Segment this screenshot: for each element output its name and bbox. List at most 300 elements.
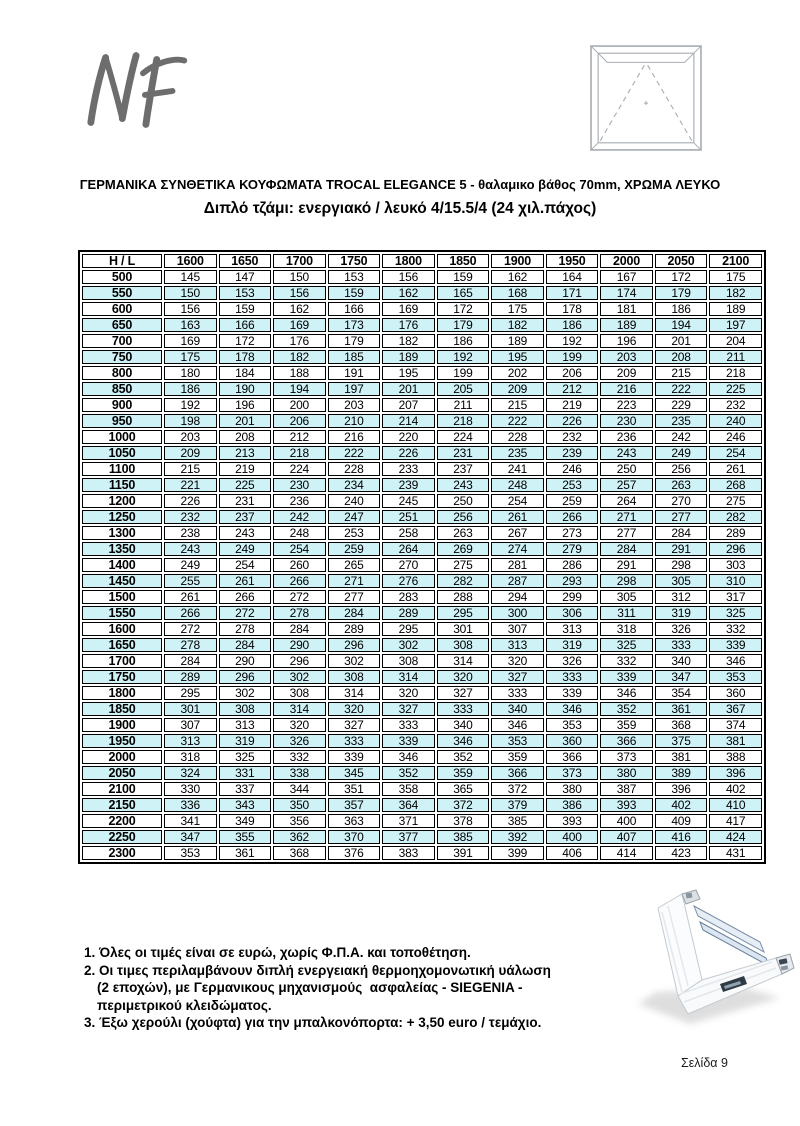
- price-cell: 277: [655, 510, 708, 524]
- price-cell: 181: [600, 302, 653, 316]
- price-cell: 175: [164, 350, 217, 364]
- price-cell: 211: [709, 350, 762, 364]
- price-cell: 198: [164, 414, 217, 428]
- table-row: [82, 398, 762, 412]
- table-row: [82, 430, 762, 444]
- price-cell: 313: [546, 622, 599, 636]
- price-cell: 266: [273, 574, 326, 588]
- table-row: [82, 798, 762, 812]
- price-cell: 172: [219, 334, 272, 348]
- price-cell: 359: [437, 766, 490, 780]
- price-cell: 381: [655, 750, 708, 764]
- note-line: 3. Έξω χερούλι (χούφτα) για την μπαλκονόπορτα: + 3,50 euro / τεμάχιο.: [84, 1015, 542, 1030]
- price-cell: 340: [655, 654, 708, 668]
- table-row: [82, 286, 762, 300]
- price-cell: 261: [491, 510, 544, 524]
- price-cell: 320: [437, 670, 490, 684]
- price-cell: 364: [382, 798, 435, 812]
- row-header: 1550: [82, 606, 162, 620]
- price-cell: 313: [491, 638, 544, 652]
- price-cell: 347: [164, 830, 217, 844]
- price-cell: 164: [546, 270, 599, 284]
- price-cell: 237: [219, 510, 272, 524]
- row-header: 550: [82, 286, 162, 300]
- price-cell: 400: [600, 814, 653, 828]
- price-cell: 266: [164, 606, 217, 620]
- table-row: [82, 830, 762, 844]
- table-row: [82, 510, 762, 524]
- price-cell: 324: [164, 766, 217, 780]
- column-header: 1850: [437, 254, 490, 268]
- price-cell: 317: [709, 590, 762, 604]
- price-cell: 314: [382, 670, 435, 684]
- price-cell: 392: [491, 830, 544, 844]
- price-cell: 396: [709, 766, 762, 780]
- price-cell: 318: [600, 622, 653, 636]
- price-cell: 256: [437, 510, 490, 524]
- price-cell: 296: [328, 638, 381, 652]
- price-cell: 226: [546, 414, 599, 428]
- price-cell: 220: [382, 430, 435, 444]
- price-cell: 284: [328, 606, 381, 620]
- price-cell: 301: [437, 622, 490, 636]
- table-header-row: [82, 254, 762, 268]
- price-cell: 409: [655, 814, 708, 828]
- price-cell: 263: [437, 526, 490, 540]
- price-cell: 243: [600, 446, 653, 460]
- price-cell: 212: [273, 430, 326, 444]
- row-header: 1700: [82, 654, 162, 668]
- price-cell: 203: [164, 430, 217, 444]
- price-cell: 166: [328, 302, 381, 316]
- price-cell: 232: [546, 430, 599, 444]
- price-cell: 236: [273, 494, 326, 508]
- price-cell: 267: [491, 526, 544, 540]
- column-header: 1600: [164, 254, 217, 268]
- price-cell: 353: [491, 734, 544, 748]
- price-cell: 226: [382, 446, 435, 460]
- price-cell: 291: [600, 558, 653, 572]
- column-header: 1950: [546, 254, 599, 268]
- price-cell: 204: [709, 334, 762, 348]
- price-cell: 303: [709, 558, 762, 572]
- price-cell: 277: [600, 526, 653, 540]
- price-cell: 224: [273, 462, 326, 476]
- price-cell: 254: [219, 558, 272, 572]
- price-cell: 206: [546, 366, 599, 380]
- price-cell: 318: [164, 750, 217, 764]
- price-cell: 349: [219, 814, 272, 828]
- price-cell: 186: [546, 318, 599, 332]
- price-cell: 363: [328, 814, 381, 828]
- price-cell: 203: [600, 350, 653, 364]
- price-cell: 333: [491, 686, 544, 700]
- price-cell: 156: [273, 286, 326, 300]
- price-cell: 380: [600, 766, 653, 780]
- row-header: 950: [82, 414, 162, 428]
- price-cell: 172: [655, 270, 708, 284]
- price-cell: 189: [491, 334, 544, 348]
- price-cell: 276: [382, 574, 435, 588]
- price-cell: 165: [437, 286, 490, 300]
- price-cell: 284: [273, 622, 326, 636]
- price-cell: 366: [491, 766, 544, 780]
- page-title: ΓΕΡΜΑΝΙΚΑ ΣΥΝΘΕΤΙΚΑ ΚΟΥΦΩΜΑΤΑ TROCAL ELEGANCE 5 - θαλαμικο βάθος 70mm, ΧΡΩΜΑ ΛΕΥΚΟ: [79, 177, 721, 192]
- price-cell: 201: [219, 414, 272, 428]
- price-cell: 345: [328, 766, 381, 780]
- price-cell: 197: [709, 318, 762, 332]
- price-cell: 250: [600, 462, 653, 476]
- price-cell: 327: [382, 702, 435, 716]
- price-cell: 145: [164, 270, 217, 284]
- price-cell: 214: [382, 414, 435, 428]
- price-cell: 296: [273, 654, 326, 668]
- table-row: [82, 686, 762, 700]
- price-cell: 367: [709, 702, 762, 716]
- price-cell: 333: [437, 702, 490, 716]
- price-cell: 279: [546, 542, 599, 556]
- row-header: 750: [82, 350, 162, 364]
- price-cell: 290: [273, 638, 326, 652]
- price-cell: 264: [382, 542, 435, 556]
- price-cell: 387: [600, 782, 653, 796]
- price-cell: 180: [164, 366, 217, 380]
- price-cell: 249: [655, 446, 708, 460]
- row-header: 1400: [82, 558, 162, 572]
- price-cell: 300: [491, 606, 544, 620]
- price-cell: 186: [655, 302, 708, 316]
- price-cell: 219: [546, 398, 599, 412]
- price-cell: 368: [655, 718, 708, 732]
- price-cell: 352: [437, 750, 490, 764]
- price-cell: 366: [600, 734, 653, 748]
- price-cell: 339: [709, 638, 762, 652]
- price-cell: 223: [600, 398, 653, 412]
- price-cell: 243: [437, 478, 490, 492]
- row-header: 1100: [82, 462, 162, 476]
- price-cell: 277: [328, 590, 381, 604]
- price-cell: 222: [491, 414, 544, 428]
- price-cell: 175: [709, 270, 762, 284]
- price-cell: 199: [437, 366, 490, 380]
- price-cell: 325: [219, 750, 272, 764]
- price-cell: 325: [709, 606, 762, 620]
- price-cell: 361: [219, 846, 272, 860]
- price-cell: 208: [655, 350, 708, 364]
- price-cell: 410: [709, 798, 762, 812]
- price-cell: 360: [709, 686, 762, 700]
- row-header: 1150: [82, 478, 162, 492]
- price-cell: 231: [437, 446, 490, 460]
- price-cell: 359: [491, 750, 544, 764]
- tilt-window-icon: [590, 44, 702, 152]
- row-header: 2250: [82, 830, 162, 844]
- column-header: 1900: [491, 254, 544, 268]
- price-cell: 319: [219, 734, 272, 748]
- price-cell: 211: [437, 398, 490, 412]
- price-cell: 240: [709, 414, 762, 428]
- price-cell: 339: [546, 686, 599, 700]
- price-cell: 230: [273, 478, 326, 492]
- price-cell: 344: [273, 782, 326, 796]
- price-cell: 308: [382, 654, 435, 668]
- price-cell: 314: [328, 686, 381, 700]
- price-cell: 258: [382, 526, 435, 540]
- price-cell: 171: [546, 286, 599, 300]
- price-cell: 168: [491, 286, 544, 300]
- table-row: [82, 270, 762, 284]
- price-cell: 192: [164, 398, 217, 412]
- price-cell: 232: [709, 398, 762, 412]
- price-cell: 431: [709, 846, 762, 860]
- table-row: [82, 558, 762, 572]
- price-cell: 230: [600, 414, 653, 428]
- price-cell: 371: [382, 814, 435, 828]
- price-cell: 237: [437, 462, 490, 476]
- price-cell: 272: [273, 590, 326, 604]
- nf-logo-icon: [82, 48, 200, 132]
- price-cell: 203: [328, 398, 381, 412]
- price-cell: 195: [382, 366, 435, 380]
- price-cell: 179: [437, 318, 490, 332]
- price-cell: 346: [437, 734, 490, 748]
- table-row: [82, 334, 762, 348]
- price-cell: 234: [328, 478, 381, 492]
- price-cell: 357: [328, 798, 381, 812]
- price-cell: 306: [546, 606, 599, 620]
- note-line: (2 εποχών), με Γερμανικους μηχανισμούς ασφαλείας - SIEGENIA -: [97, 980, 523, 995]
- price-cell: 374: [709, 718, 762, 732]
- table-row: [82, 670, 762, 684]
- table-row: [82, 782, 762, 796]
- price-cell: 286: [546, 558, 599, 572]
- row-header: 800: [82, 366, 162, 380]
- price-cell: 254: [709, 446, 762, 460]
- price-cell: 196: [600, 334, 653, 348]
- price-cell: 169: [382, 302, 435, 316]
- price-cell: 209: [600, 366, 653, 380]
- price-cell: 372: [491, 782, 544, 796]
- price-cell: 289: [382, 606, 435, 620]
- table-row: [82, 574, 762, 588]
- price-cell: 282: [437, 574, 490, 588]
- price-cell: 270: [382, 558, 435, 572]
- price-cell: 265: [328, 558, 381, 572]
- price-cell: 233: [382, 462, 435, 476]
- price-cell: 355: [219, 830, 272, 844]
- price-cell: 236: [600, 430, 653, 444]
- price-cell: 366: [546, 750, 599, 764]
- row-header: 1350: [82, 542, 162, 556]
- price-cell: 416: [655, 830, 708, 844]
- price-cell: 289: [709, 526, 762, 540]
- price-cell: 361: [655, 702, 708, 716]
- price-cell: 326: [273, 734, 326, 748]
- price-cell: 311: [600, 606, 653, 620]
- price-cell: 327: [328, 718, 381, 732]
- price-cell: 147: [219, 270, 272, 284]
- price-cell: 162: [382, 286, 435, 300]
- price-cell: 302: [328, 654, 381, 668]
- row-header: 2100: [82, 782, 162, 796]
- price-cell: 305: [600, 590, 653, 604]
- price-cell: 307: [491, 622, 544, 636]
- price-cell: 206: [273, 414, 326, 428]
- price-cell: 339: [600, 670, 653, 684]
- price-cell: 260: [273, 558, 326, 572]
- price-cell: 182: [382, 334, 435, 348]
- column-header: 1750: [328, 254, 381, 268]
- price-cell: 264: [600, 494, 653, 508]
- price-cell: 299: [546, 590, 599, 604]
- price-cell: 352: [382, 766, 435, 780]
- column-header: 2050: [655, 254, 708, 268]
- table-row: [82, 590, 762, 604]
- handle-dot-icon: [644, 101, 648, 105]
- price-cell: 184: [219, 366, 272, 380]
- price-cell: 179: [655, 286, 708, 300]
- price-cell: 423: [655, 846, 708, 860]
- price-cell: 192: [437, 350, 490, 364]
- row-header: 850: [82, 382, 162, 396]
- price-cell: 358: [382, 782, 435, 796]
- price-cell: 182: [491, 318, 544, 332]
- price-cell: 257: [600, 478, 653, 492]
- table-row: [82, 478, 762, 492]
- price-cell: 339: [382, 734, 435, 748]
- price-cell: 360: [546, 734, 599, 748]
- table-row: [82, 526, 762, 540]
- price-cell: 224: [437, 430, 490, 444]
- price-cell: 327: [437, 686, 490, 700]
- price-cell: 190: [219, 382, 272, 396]
- price-cell: 314: [437, 654, 490, 668]
- price-cell: 215: [164, 462, 217, 476]
- price-cell: 240: [328, 494, 381, 508]
- price-cell: 205: [437, 382, 490, 396]
- price-cell: 337: [219, 782, 272, 796]
- price-cell: 229: [655, 398, 708, 412]
- price-cell: 372: [437, 798, 490, 812]
- price-cell: 289: [328, 622, 381, 636]
- price-cell: 396: [655, 782, 708, 796]
- price-cell: 386: [546, 798, 599, 812]
- price-cell: 242: [273, 510, 326, 524]
- price-cell: 241: [491, 462, 544, 476]
- row-header: 1450: [82, 574, 162, 588]
- row-header: 1300: [82, 526, 162, 540]
- price-cell: 254: [491, 494, 544, 508]
- row-header: 2150: [82, 798, 162, 812]
- price-cell: 210: [328, 414, 381, 428]
- column-header: 1650: [219, 254, 272, 268]
- price-cell: 338: [273, 766, 326, 780]
- price-cell: 301: [164, 702, 217, 716]
- price-cell: 159: [219, 302, 272, 316]
- price-cell: 272: [219, 606, 272, 620]
- table-row: [82, 494, 762, 508]
- price-cell: 417: [709, 814, 762, 828]
- price-cell: 174: [600, 286, 653, 300]
- price-cell: 340: [437, 718, 490, 732]
- row-header: 1800: [82, 686, 162, 700]
- row-header: 2300: [82, 846, 162, 860]
- price-cell: 209: [491, 382, 544, 396]
- price-cell: 182: [709, 286, 762, 300]
- price-cell: 232: [164, 510, 217, 524]
- table-row: [82, 718, 762, 732]
- price-cell: 192: [546, 334, 599, 348]
- row-header: 1650: [82, 638, 162, 652]
- price-cell: 239: [546, 446, 599, 460]
- note-line: περιμετρικού κλειδώματος.: [97, 997, 272, 1013]
- page-subtitle: Διπλό τζάμι: ενεργιακό / λευκό 4/15.5/4 (24 χιλ.πάχος): [203, 200, 597, 217]
- price-cell: 346: [709, 654, 762, 668]
- price-cell: 228: [491, 430, 544, 444]
- price-cell: 327: [491, 670, 544, 684]
- price-cell: 333: [328, 734, 381, 748]
- price-cell: 194: [273, 382, 326, 396]
- table-row: [82, 606, 762, 620]
- price-cell: 281: [491, 558, 544, 572]
- row-header: 2050: [82, 766, 162, 780]
- price-cell: 320: [273, 718, 326, 732]
- price-cell: 186: [437, 334, 490, 348]
- price-cell: 350: [273, 798, 326, 812]
- price-cell: 191: [328, 366, 381, 380]
- price-cell: 365: [437, 782, 490, 796]
- price-cell: 156: [164, 302, 217, 316]
- price-cell: 295: [164, 686, 217, 700]
- table-row: [82, 750, 762, 764]
- price-cell: 298: [655, 558, 708, 572]
- row-header: 600: [82, 302, 162, 316]
- price-cell: 251: [382, 510, 435, 524]
- price-table-container: [78, 250, 766, 864]
- price-cell: 379: [491, 798, 544, 812]
- price-cell: 278: [219, 622, 272, 636]
- table-row: [82, 702, 762, 716]
- price-cell: 248: [491, 478, 544, 492]
- column-header: 1700: [273, 254, 326, 268]
- price-cell: 320: [382, 686, 435, 700]
- price-cell: 239: [382, 478, 435, 492]
- price-cell: 353: [709, 670, 762, 684]
- price-cell: 172: [437, 302, 490, 316]
- price-cell: 380: [546, 782, 599, 796]
- price-cell: 406: [546, 846, 599, 860]
- price-cell: 175: [491, 302, 544, 316]
- price-cell: 346: [491, 718, 544, 732]
- price-cell: 275: [437, 558, 490, 572]
- price-cell: 319: [655, 606, 708, 620]
- price-cell: 291: [655, 542, 708, 556]
- price-cell: 218: [709, 366, 762, 380]
- price-cell: 153: [219, 286, 272, 300]
- price-cell: 314: [273, 702, 326, 716]
- price-cell: 219: [219, 462, 272, 476]
- price-cell: 393: [600, 798, 653, 812]
- price-cell: 259: [546, 494, 599, 508]
- price-cell: 255: [164, 574, 217, 588]
- price-cell: 274: [491, 542, 544, 556]
- footnotes: [84, 944, 624, 1032]
- price-cell: 294: [491, 590, 544, 604]
- price-cell: 320: [491, 654, 544, 668]
- table-row: [82, 462, 762, 476]
- price-cell: 289: [164, 670, 217, 684]
- price-cell: 209: [164, 446, 217, 460]
